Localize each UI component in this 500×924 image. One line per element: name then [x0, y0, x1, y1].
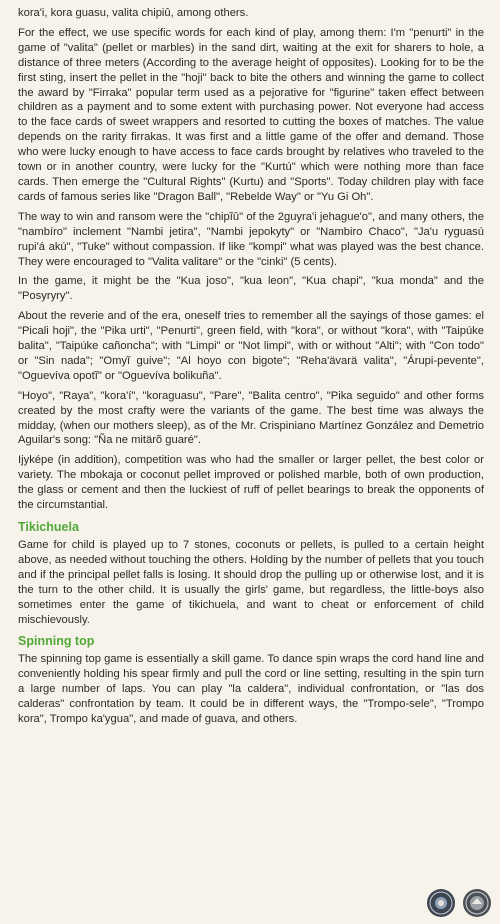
- document-page: [18, 6, 484, 732]
- body-paragraph-7: Ijyképe (in addition), competition was who had the smaller or larger pellet, the best color or variety. The mbokaja or coconut pellet improved or polished marble, both of own production, the glass or cement and then the luckiest of ruff of pellet bearings to break the opponents of the circumstantial.: [18, 454, 484, 512]
- tikichuela-paragraph: Game for child is played up to 7 stones, coconuts or pellets, is pulled to a certain height above, as needed without touching the others. Holding by the number of pellets that you touch and if the principal pellet falls is losing. It should drop the pulling up or otherwise lost, and it is the turn to the other child. It is usually the girls' game, but regardless, the little-boys also sometimes enter the game of tikichuela, and want to cheat or enforcement of child mischievously.: [18, 539, 484, 626]
- body-paragraph-3: The way to win and ransom were the "chipĩû" of the 2guyra'i jehague'o", and many others, the "nambíro" inclement "Nambi jetira", "Nambi jepokyty" or "Nambiro Chaco", "Ja'u ryguasú rupi'á akú", "Tuke" without compassion. If like "kompi" what was played was the best chance. They were encouraged to "Valita valitare" or the "cinki" (5 cents).: [18, 210, 484, 268]
- body-paragraph-1: kora'i, kora guasu, valita chipiû, among others.: [18, 7, 249, 19]
- seal-emblems: [426, 888, 492, 918]
- seal-emblem-left-icon: [426, 888, 456, 918]
- body-paragraph-2: For the effect, we use specific words for each kind of play, among them: I'm "penurti" in the game of "valita" (pellet or marbles) in the sand dirt, waiting at the exit for sharers to hole, a distance of three meters (According to the average height of opposites). Looking for to be the first sting, insert the pellet in the "hoji" back to bite the others and winning the game to collect the award by "Firraka" popular term used as a pejorative for "figurine" taken effect between children as a payment and to some extent with purchasing power. Not everyone had access to the face cards of sweet wrappers and resorted to cutting the boxes of matches. The value depends on the rarity firrakas. It was first and a little game of the offer and demand. Those who were lucky enough to have access to face cards brought by relatives who traveled to the town or in another country, were lucky for the "Kurtú" which were nothing more than face cards. Then emerge the "Cultural Rights" (Kurtu) and "Sports". Today children play with face cards of famous series like "Dragon Ball", "Rebelde Way" or "Yu Gi Oh".: [18, 26, 484, 203]
- section-heading-tikichuela: Tikichuela: [18, 520, 79, 534]
- section-heading-spinning-top: Spinning top: [18, 634, 95, 649]
- body-paragraph-5: About the reverie and of the era, oneself tries to remember all the sayings of those games: el "Picali hoji", the "Pika urti", "Penurti", green field, with "kora", or without "kora", with "Taipúke balita", "Taipúke cañoncha"; with "Limpi" or "Not limpi", with or without "Alti"; with "Con todo" or "Sin nada"; "Omyĩ guive"; "Al hoyo con bigote"; "Reha'ävarä valita", "Árupi-pevente", "Oguevíva opotĩ" or "Oguevíva bolikuña".: [18, 310, 484, 382]
- spinning-top-paragraph: The spinning top game is essentially a skill game. To dance spin wraps the cord hand line and conveniently holding his spear firmly and pull the cord or line setting, resulting in the spin turn a large number of laps. You can play "la caldera", individual confrontation, or "las dos calderas" confrontation by team. It could be in different ways, the "Trompo-sele", "Trompo kora", Trompo ka'ygua", and made of guava, and others.: [18, 653, 484, 726]
- seal-emblem-right-icon: [462, 888, 492, 918]
- body-paragraph-4: In the game, it might be the "Kua joso", "kua leon", "Kua chapi", "kua monda" and the "Posyryry".: [18, 275, 484, 303]
- body-paragraph-6: "Hoyo", "Raya", "kora'í", "koraguasu", "Pare", "Balita centro", "Pika seguido" and other forms created by the most crafty were the variants of the game. The best time was always the midday, (when our mothers sleep), as of the Mr. Crispiniano Martínez González and Demetrio Aguilar's song: "Ña ne mitärõ guaré".: [18, 389, 484, 447]
